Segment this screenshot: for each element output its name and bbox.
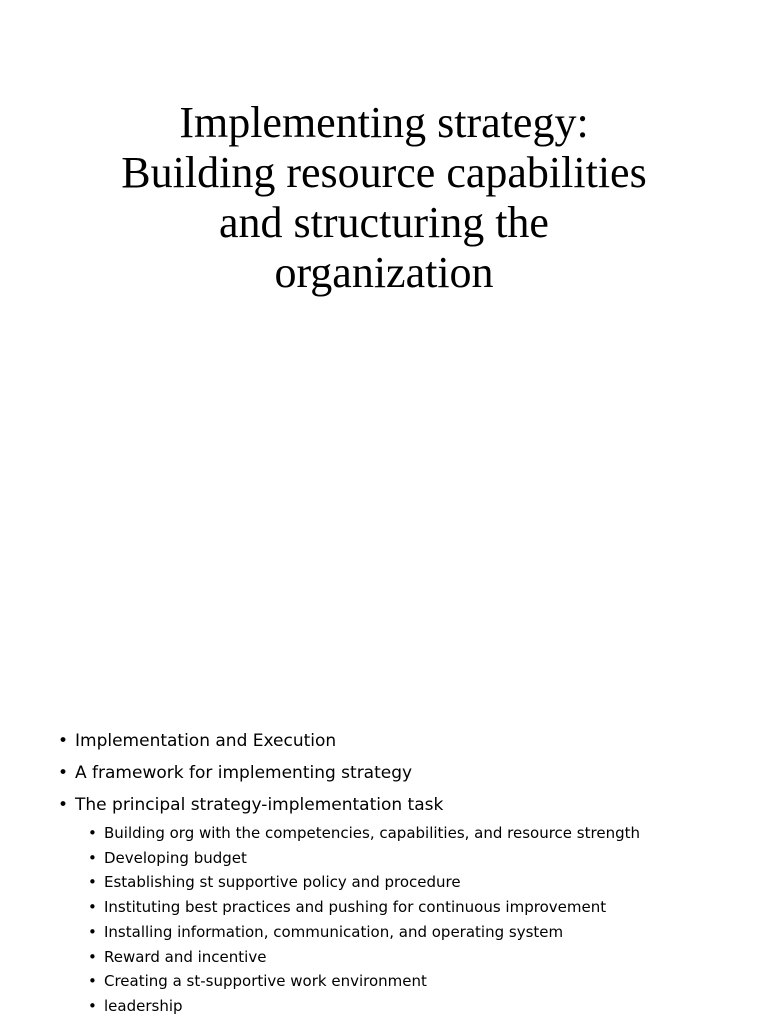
sub-bullet-item: • Installing information, communication, and operating system — [88, 920, 758, 945]
sub-bullet-item: • Reward and incentive — [88, 945, 758, 970]
sub-bullet-item: • Instituting best practices and pushing for continuous improvement — [88, 895, 758, 920]
sub-bullet-item: • Establishing st supportive policy and procedure — [88, 870, 758, 895]
sub-bullet-item: • Developing budget — [88, 846, 758, 871]
bullet-list — [58, 730, 758, 1019]
title-line: and structuring the — [219, 198, 549, 247]
bullet-item: • Implementation and Execution — [58, 730, 758, 752]
sub-bullet-item: • Building org with the competencies, capabilities, and resource strength — [88, 821, 758, 846]
title-line: Implementing strategy: — [179, 98, 589, 147]
slide-title — [64, 98, 704, 298]
sub-bullet-item: • Creating a st-supportive work environment — [88, 969, 758, 994]
bullet-item: • A framework for implementing strategy — [58, 762, 758, 784]
sub-bullet-item: • leadership — [88, 994, 758, 1019]
title-line: Building resource capabilities — [121, 148, 647, 197]
bullet-item: • The principal strategy-implementation task — [58, 794, 758, 816]
title-line: organization — [274, 248, 494, 297]
sub-bullet-list — [58, 821, 758, 1019]
